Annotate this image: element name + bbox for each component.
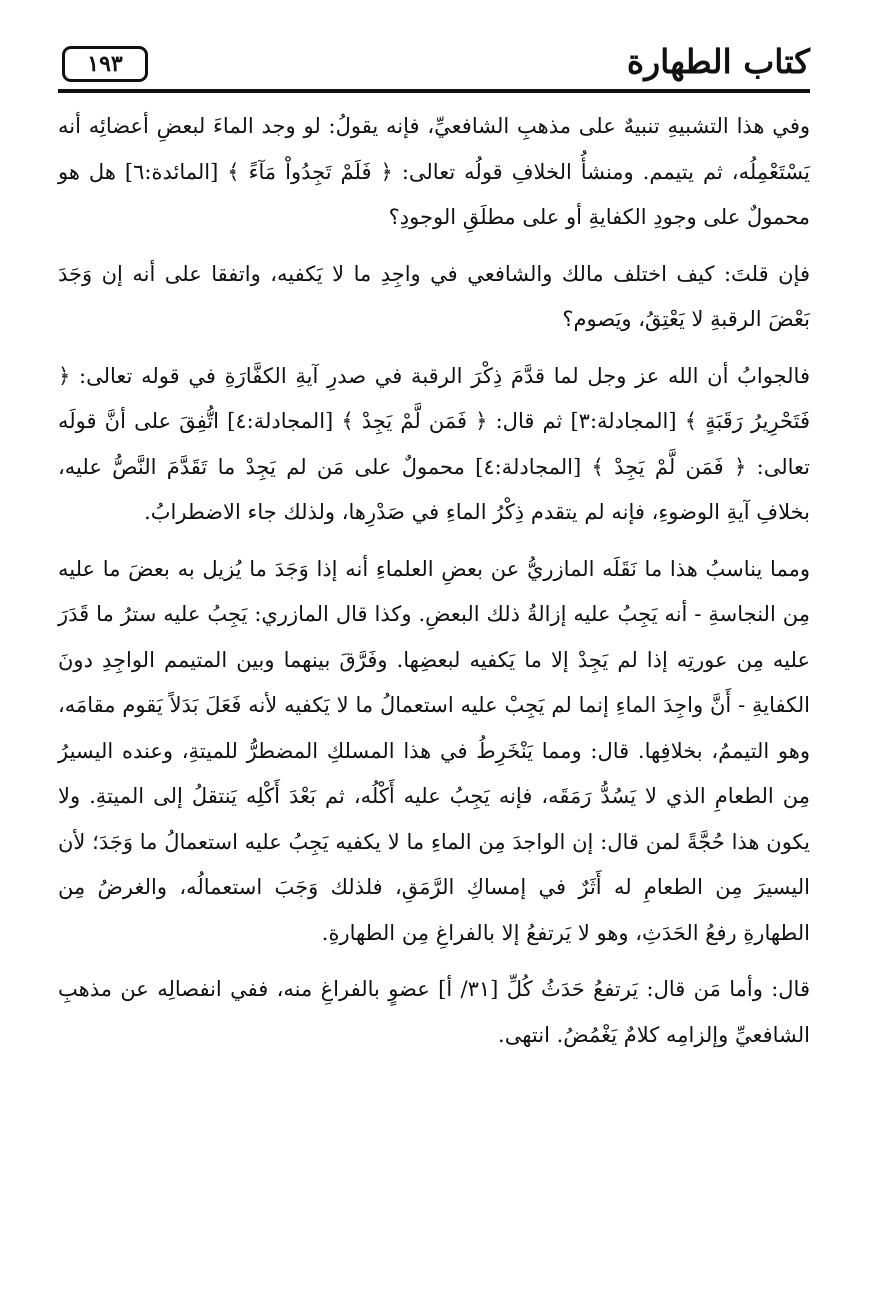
book-title: كتاب الطهارة [626, 42, 810, 81]
paragraph-2: فإن قلتَ: كيف اختلف مالك والشافعي في واجِدِ ما لا يَكفيه، واتفقا على أنه إن وَجَدَ بَعْضَ الرقبةِ لا يَعْتِقُ، ويَصوم؟ [58, 261, 810, 331]
paragraph-5: قال: وأما مَن قال: يَرتفعُ حَدَثُ كُلِّ [٣١/ أ] عضوٍ بالفراغِ منه، ففي انفصالِه عن مذهبِ الشافعيِّ وإلزامِه كلامٌ يَغْمُضُ. انتهى. [58, 977, 810, 1047]
page-number: ١٩٣ [87, 51, 123, 77]
page-number-box [62, 46, 148, 82]
paragraph-1: وفي هذا التشبيهِ تنبيهٌ على مذهبِ الشافعيِّ، فإنه يقولُ: لو وجد الماءَ لبعضِ أعضائِه أنه يَسْتَعْمِلُه، ثم يتيمم. ومنشأُ الخلافِ قولُه تعالى: ﴿ فَلَمْ تَجِدُواْ مَآءً ﴾ [المائدة:٦] هل هو محمولٌ على وجودِ الكفايةِ أو على مطلَقِ الوجودِ؟ [58, 114, 810, 229]
page-body [58, 104, 810, 1069]
paragraph-3: فالجوابُ أن الله عز وجل لما قدَّمَ ذِكْرَ الرقبة في صدرِ آيةِ الكفَّارَةِ في قوله تعالى: ﴿ فَتَحْرِيرُ رَقَبَةٍ ﴾ [المجادلة:٣] ثم قال: ﴿ فَمَن لَّمْ يَجِدْ ﴾ [المجادلة:٤] اتُّفِقَ على أنَّ قولَه تعالى: ﴿ فَمَن لَّمْ يَجِدْ ﴾ [المجادلة:٤] محمولٌ على مَن لم يَجِدْ ما تَقَدَّمَ النَّصُّ عليه، بخلافِ آيةِ الوضوءِ، فإنه لم يتقدم ذِكْرُ الماءِ في صَدْرِها، ولذلك جاء الاضطرابُ. [58, 363, 810, 524]
page-header [58, 40, 810, 90]
paragraph-4: ومما يناسبُ هذا ما نَقَلَه المازريُّ عن بعضِ العلماءِ أنه إذا وَجَدَ ما يُزيل به بعضَ ما عليه مِن النجاسةِ - أنه يَجِبُ عليه إزالةُ ذلك البعضِ. وكذا قال المازري: يَجِبُ عليه سترُ ما قَدَرَ عليه مِن عورتِه إذا لم يَجِدْ إلا ما يَكفيه لبعضِها. وفَرَّقَ بينهما وبين المتيمم الواجِدِ دونَ الكفايةِ - أَنَّ واجِدَ الماءِ إنما لم يَجِبْ عليه استعمالُ ما لا يَكفيه لأنه فَعَلَ بَدَلاً يَقوم مقامَه، وهو التيممُ، بخلافِها. قال: ومما يَنْخَرِطُ في هذا المسلكِ المضطرُّ للميتةِ، وعنده اليسيرُ مِن الطعامِ الذي لا يَسُدُّ رَمَقَه، فإنه يَجِبُ عليه أَكْلُه، ثم بَعْدَ أَكْلِه يَنتقلُ إلى الميتةِ. ولا يكون هذا حُجَّةً لمن قال: إن الواجدَ مِن الماءِ ما لا يكفيه يَجِبُ عليه استعمالُ ما وَجَدَ؛ لأن اليسيرَ مِن الطعامِ له أَثَرٌ في إمساكِ الرَّمَقِ، فلذلك وَجَبَ استعمالُه، والغرضُ مِن الطهارةِ رفعُ الحَدَثِ، وهو لا يَرتفعُ إلا بالفراغِ مِن الطهارةِ. [58, 556, 810, 945]
header-rule [58, 89, 810, 93]
